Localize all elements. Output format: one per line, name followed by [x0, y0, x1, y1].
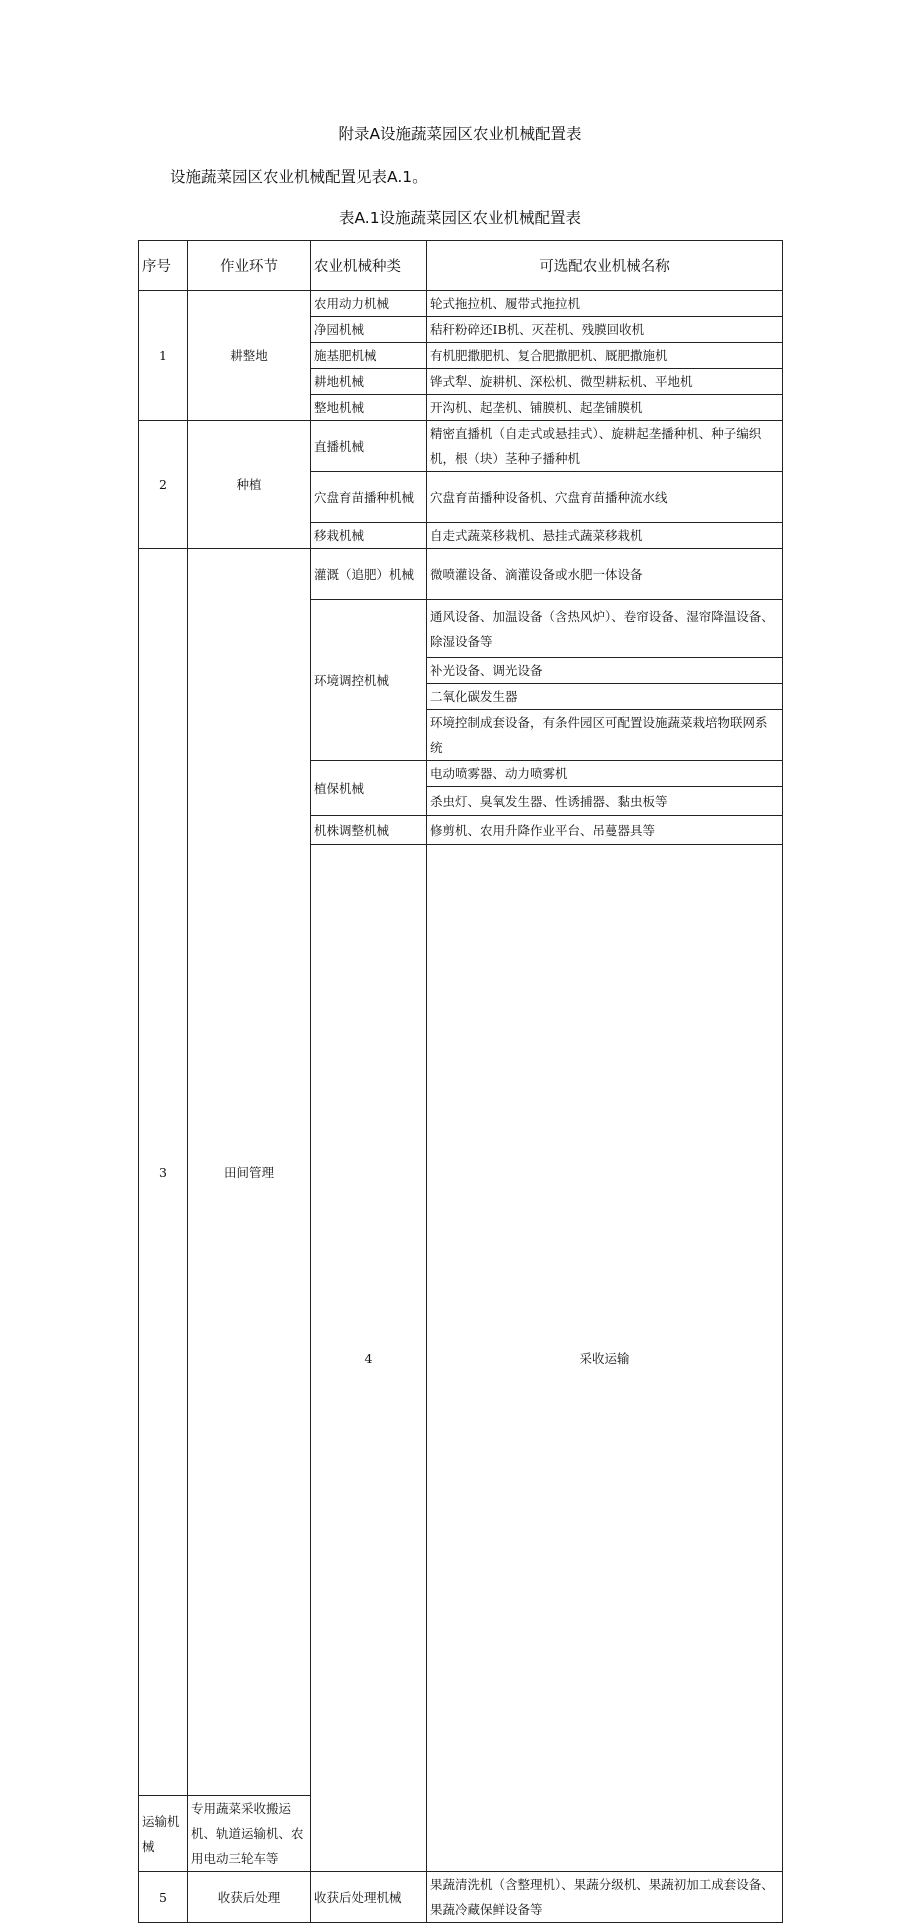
intro-paragraph: 设施蔬菜园区农业机械配置见表A.1。 — [170, 168, 428, 186]
header-no: 序号 — [139, 241, 188, 291]
row-stage: 采收运输 — [427, 845, 783, 1872]
row-no: 4 — [311, 845, 427, 1872]
machine-type: 施基肥机械 — [311, 343, 427, 369]
machine-type: 净园机械 — [311, 317, 427, 343]
machine-type: 直播机械 — [311, 421, 427, 472]
machine-names: 微喷灌设备、滴灌设备或水肥一体设备 — [427, 549, 783, 600]
machine-names: 果蔬清洗机（含整理机）、果蔬分级机、果蔬初加工成套设备、果蔬冷藏保鲜设备等 — [427, 1872, 783, 1923]
table-header-row — [139, 241, 783, 291]
table-row — [139, 1872, 783, 1923]
machine-type: 收获后处理机械 — [311, 1872, 427, 1923]
machine-names: 补光设备、调光设备 — [427, 658, 783, 684]
machine-names: 开沟机、起垄机、铺膜机、起垄铺膜机 — [427, 395, 783, 421]
machine-names: 轮式拖拉机、履带式拖拉机 — [427, 291, 783, 317]
machine-type: 穴盘育苗播种机械 — [311, 472, 427, 523]
row-stage: 耕整地 — [188, 291, 311, 421]
machine-names: 二氧化碳发生器 — [427, 684, 783, 710]
row-no: 1 — [139, 291, 188, 421]
machine-names: 环境控制成套设备，有条件园区可配置设施蔬菜栽培物联网系统 — [427, 710, 783, 761]
table-row — [139, 549, 783, 600]
row-no: 5 — [139, 1872, 188, 1923]
table-row — [139, 291, 783, 317]
machine-names: 专用蔬菜采收搬运机、轨道运输机、农用电动三轮车等 — [188, 1796, 311, 1872]
machinery-config-table — [138, 240, 783, 1923]
machine-type: 植保机械 — [311, 761, 427, 816]
machine-type: 运输机械 — [139, 1796, 188, 1872]
machine-names: 穴盘育苗播种设备机、穴盘育苗播种流水线 — [427, 472, 783, 523]
appendix-title: 附录A设施蔬菜园区农业机械配置表 — [338, 125, 582, 143]
machine-type: 灌溉（追肥）机械 — [311, 549, 427, 600]
row-no: 2 — [139, 421, 188, 549]
machine-names: 电动喷雾器、动力喷雾机 — [427, 761, 783, 787]
table-caption: 表A.1设施蔬菜园区农业机械配置表 — [338, 209, 582, 227]
table-row — [139, 421, 783, 472]
row-stage: 田间管理 — [188, 549, 311, 1796]
machine-type: 耕地机械 — [311, 369, 427, 395]
machine-type: 移栽机械 — [311, 523, 427, 549]
machine-names: 杀虫灯、臭氧发生器、性诱捕器、黏虫板等 — [427, 787, 783, 816]
machine-type: 机株调整机械 — [311, 816, 427, 845]
machine-type: 整地机械 — [311, 395, 427, 421]
header-name: 可选配农业机械名称 — [427, 241, 783, 291]
machine-names: 有机肥撒肥机、复合肥撒肥机、厩肥撒施机 — [427, 343, 783, 369]
machine-names: 铧式犁、旋耕机、深松机、微型耕耘机、平地机 — [427, 369, 783, 395]
machine-type: 环境调控机械 — [311, 600, 427, 761]
machine-names: 自走式蔬菜移栽机、悬挂式蔬菜移栽机 — [427, 523, 783, 549]
row-stage: 种植 — [188, 421, 311, 549]
header-type: 农业机械种类 — [311, 241, 427, 291]
machine-type: 农用动力机械 — [311, 291, 427, 317]
header-stage: 作业环节 — [188, 241, 311, 291]
machine-names: 精密直播机（自走式或悬挂式）、旋耕起垄播种机、种子编织机，根（块）茎种子播种机 — [427, 421, 783, 472]
machine-names: 修剪机、农用升降作业平台、吊蔓器具等 — [427, 816, 783, 845]
machine-names: 秸秆粉碎还IB机、灭茬机、残膜回收机 — [427, 317, 783, 343]
machine-names: 通风设备、加温设备（含热风炉）、卷帘设备、湿帘降温设备、除湿设备等 — [427, 600, 783, 658]
row-stage: 收获后处理 — [188, 1872, 311, 1923]
row-no: 3 — [139, 549, 188, 1796]
